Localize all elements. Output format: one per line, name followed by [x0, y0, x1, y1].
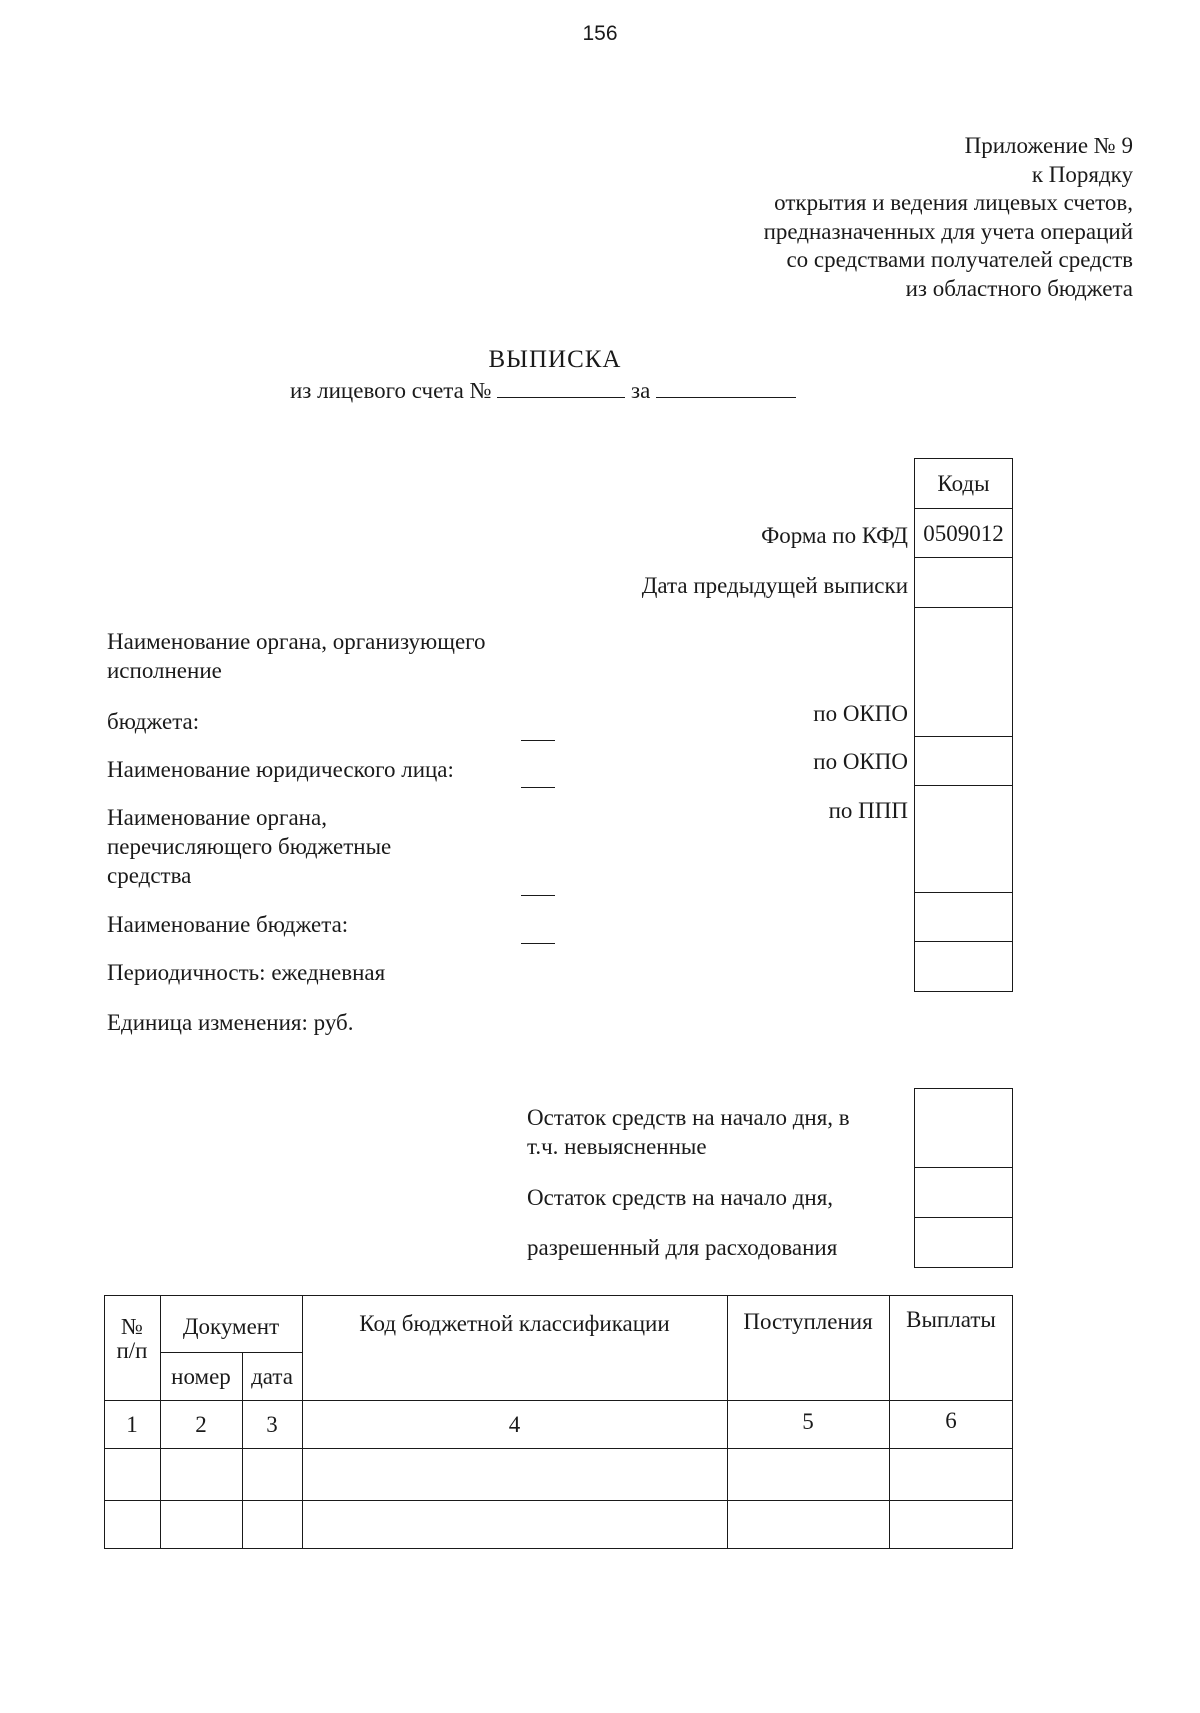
prev-statement-date-label: Дата предыдущей выписки	[641, 573, 908, 598]
org-exec-blank[interactable]	[521, 740, 555, 741]
balance-line: Остаток средств на начало дня, в	[527, 1105, 850, 1130]
codes-divider	[914, 785, 1013, 786]
table-header-num-line: п/п	[116, 1338, 148, 1363]
table-index-cell: 1	[126, 1412, 138, 1437]
okpo-label-2: по ОКПО	[813, 749, 908, 774]
subtitle-mid: за	[631, 378, 651, 403]
table-row-divider	[160, 1352, 302, 1353]
transfer-org-line: Наименование органа,	[107, 805, 327, 830]
org-exec-label-end: бюджета:	[107, 709, 200, 734]
table-header-payments: Выплаты	[906, 1307, 996, 1332]
balance-divider	[914, 1167, 1013, 1168]
codes-divider	[914, 508, 1013, 509]
budget-name-label: Наименование бюджета:	[107, 912, 349, 937]
legal-entity-blank[interactable]	[521, 787, 555, 788]
balance-line: т.ч. невыясненные	[527, 1134, 707, 1159]
document-subtitle	[290, 378, 796, 404]
periodicity-label: Периодичность: ежедневная	[107, 960, 386, 985]
document-title: ВЫПИСКА	[488, 346, 622, 373]
table-header-doc-number: номер	[171, 1364, 231, 1389]
table-row-divider	[104, 1400, 1013, 1401]
transfer-org-label	[107, 803, 391, 890]
table-index-cell: 4	[508, 1412, 521, 1437]
codes-divider	[914, 557, 1013, 558]
table-row-divider	[104, 1448, 1013, 1449]
appendix-line: предназначенных для учета операций	[763, 218, 1133, 244]
org-exec-line: исполнение	[107, 658, 222, 683]
table-index-cell: 6	[945, 1408, 957, 1433]
ppp-label: по ППП	[828, 798, 908, 823]
appendix-line: к Порядку	[1031, 161, 1133, 187]
org-exec-line: Наименование органа, организующего	[107, 629, 486, 654]
transfer-org-line: средства	[107, 863, 192, 888]
form-kfd-label: Форма по КФД	[761, 523, 908, 548]
okpo-label-1: по ОКПО	[813, 701, 908, 726]
codes-divider	[914, 892, 1013, 893]
codes-header: Коды	[937, 471, 990, 496]
account-number-blank[interactable]	[497, 379, 625, 398]
appendix-line: открытия и ведения лицевых счетов,	[774, 190, 1133, 215]
balance-opening-label	[527, 1103, 850, 1161]
table-header-doc-date: дата	[251, 1364, 293, 1389]
table-header-income: Поступления	[743, 1309, 873, 1334]
appendix-line: из областного бюджета	[905, 275, 1133, 301]
table-header-document: Документ	[182, 1314, 280, 1339]
org-exec-label	[107, 627, 486, 685]
form-code-value: 0509012	[923, 521, 1004, 546]
table-index-cell: 2	[195, 1412, 207, 1437]
codes-divider	[914, 607, 1013, 608]
codes-divider	[914, 736, 1013, 737]
appendix-block	[764, 132, 1133, 303]
period-blank[interactable]	[656, 379, 796, 398]
table-header-kbk: Код бюджетной классификации	[359, 1311, 670, 1336]
balance-allowed-label-end: разрешенный для расходования	[527, 1235, 838, 1260]
codes-divider	[914, 941, 1013, 942]
balance-allowed-label: Остаток средств на начало дня,	[527, 1185, 834, 1210]
appendix-line: Приложение № 9	[964, 133, 1133, 158]
table-header-num	[104, 1315, 160, 1363]
budget-name-blank[interactable]	[521, 943, 555, 944]
page-number: 156	[582, 22, 618, 45]
legal-entity-label: Наименование юридического лица:	[107, 757, 454, 782]
unit-label: Единица изменения: руб.	[107, 1010, 354, 1035]
transfer-org-blank[interactable]	[521, 895, 555, 896]
table-index-cell: 5	[802, 1409, 814, 1434]
table-index-cell: 3	[266, 1412, 278, 1437]
table-header-num-line: №	[121, 1314, 143, 1339]
appendix-line: со средствами получателей средств	[786, 247, 1133, 272]
balance-divider	[914, 1217, 1013, 1218]
table-row-divider	[104, 1500, 1013, 1501]
balance-box	[914, 1088, 1013, 1268]
transfer-org-line: перечисляющего бюджетные	[107, 834, 392, 859]
subtitle-prefix: из лицевого счета №	[290, 378, 492, 403]
